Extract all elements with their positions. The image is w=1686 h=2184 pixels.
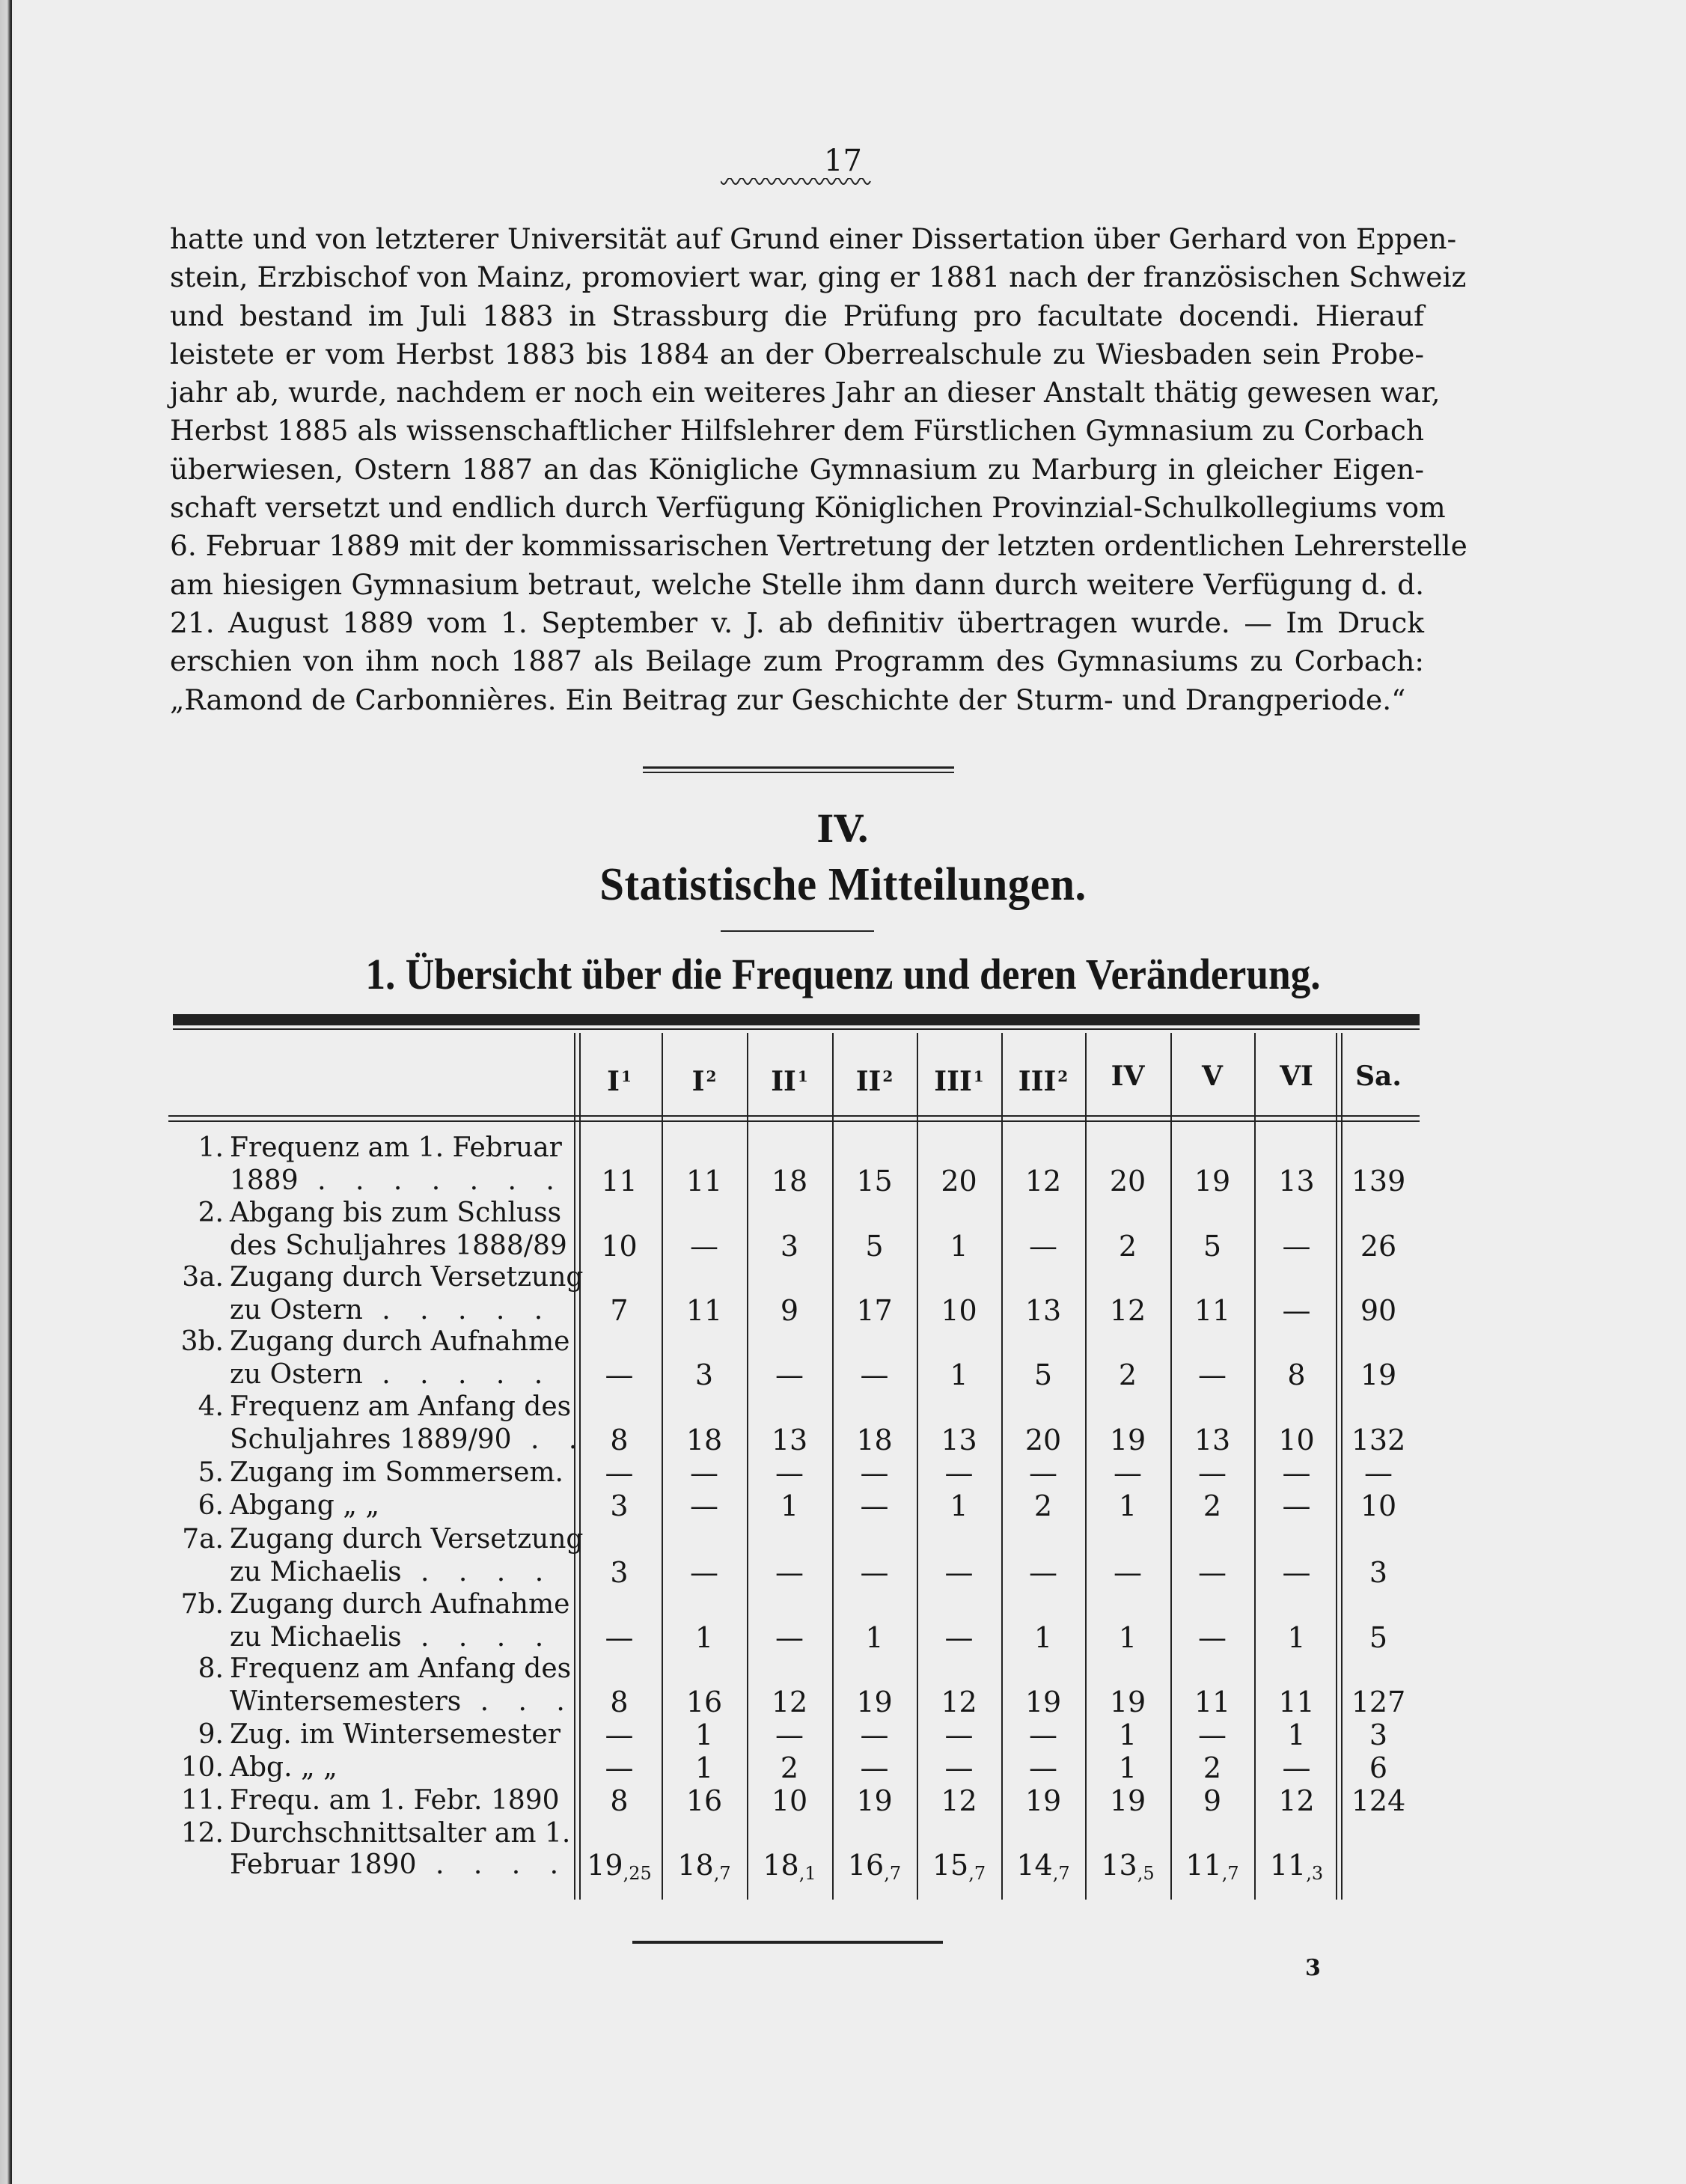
table-cell: 5 xyxy=(1369,1621,1388,1654)
table-cell: — xyxy=(944,1456,974,1489)
table-cell: 11 xyxy=(601,1165,638,1198)
row-label-continuation: des Schuljahres 1888/89 xyxy=(230,1230,567,1261)
table-cell: 2 xyxy=(1203,1489,1222,1522)
table-cell: 17 xyxy=(856,1294,893,1327)
table-cell: 18 xyxy=(685,1424,723,1456)
table-cell: 16 xyxy=(685,1686,723,1718)
body-line: erschien von ihm noch 1887 als Beilage zum Programm des Gymnasiums zu Corbach: xyxy=(170,644,1424,678)
table-cell: 1 xyxy=(1287,1621,1306,1654)
table-cell: 1 xyxy=(1118,1621,1137,1654)
row-label: 8. Frequenz am Anfang des xyxy=(198,1653,572,1684)
table-cell: 19 xyxy=(1109,1784,1146,1817)
table-cell: 13 xyxy=(941,1424,977,1456)
table-cell: 2 xyxy=(1118,1358,1137,1391)
table-cell: $11_{,3}$ xyxy=(1269,1849,1324,1884)
binding-edge xyxy=(0,0,12,2184)
table-cell: 19 xyxy=(856,1784,893,1817)
table-cell: 19 xyxy=(1109,1424,1146,1456)
table-cell: — xyxy=(775,1358,804,1391)
table-cell: 12 xyxy=(941,1686,977,1718)
row-label-continuation: Wintersemesters . . . xyxy=(230,1686,575,1717)
table-cell: 10 xyxy=(771,1784,808,1817)
table-cell: 2 xyxy=(1118,1230,1137,1263)
table-cell: 5 xyxy=(1203,1230,1222,1263)
body-line: Herbst 1885 als wissenschaftlicher Hilfslehrer dem Fürstlichen Gymnasium zu Corbach xyxy=(170,414,1424,448)
row-label: 5. Zugang im Sommersem. xyxy=(198,1457,563,1488)
table-cell: — xyxy=(1198,1556,1227,1589)
table-cell: 1 xyxy=(1118,1489,1137,1522)
signature-mark: 3 xyxy=(1305,1955,1321,1981)
table-cell: — xyxy=(690,1456,718,1489)
table-cell: 7 xyxy=(610,1294,629,1327)
header-bottom-rule xyxy=(168,1115,1420,1117)
table-cell: — xyxy=(775,1556,804,1589)
table-cell: 1 xyxy=(694,1718,714,1751)
table-cell: 2 xyxy=(780,1751,799,1784)
row-label-continuation: Februar 1890 . . . . xyxy=(230,1849,569,1880)
table-cell: 13 xyxy=(1194,1424,1231,1456)
table-top-thin-rule xyxy=(173,1028,1420,1030)
table-cell: 13 xyxy=(771,1424,808,1456)
table-cell: — xyxy=(605,1718,634,1751)
table-cell: $18_{,7}$ xyxy=(677,1849,731,1884)
table-cell: 1 xyxy=(865,1621,884,1654)
column-header: I $^2$ xyxy=(691,1066,717,1097)
table-cell: 12 xyxy=(771,1686,808,1718)
table-cell: 127 xyxy=(1351,1686,1406,1718)
table-cell: 1 xyxy=(694,1621,714,1654)
table-cell: — xyxy=(690,1489,718,1522)
table-cell: $14_{,7}$ xyxy=(1016,1849,1070,1884)
body-line: „Ramond de Carbonnières. Ein Beitrag zur Geschichte der Sturm- und Drangperiode.“ xyxy=(170,683,1406,716)
table-top-thick-rule xyxy=(173,1014,1420,1025)
table-cell: 1 xyxy=(1118,1718,1137,1751)
table-cell: 1 xyxy=(1033,1621,1053,1654)
table-cell: 15 xyxy=(856,1165,893,1198)
body-line: überwiesen, Ostern 1887 an das Königliche Gymnasium zu Marburg in gleicher Eigen- xyxy=(170,452,1424,486)
table-cell: — xyxy=(1282,1556,1311,1589)
body-line: hatte und von letzterer Universität auf Grund einer Dissertation über Gerhard von Eppen- xyxy=(170,222,1457,255)
body-line: leistete er vom Herbst 1883 bis 1884 an der Oberrealschule zu Wiesbaden sein Probe- xyxy=(170,337,1424,370)
table-cell: 20 xyxy=(941,1165,977,1198)
table-cell: — xyxy=(1198,1358,1227,1391)
row-label: 7a. Zugang durch Versetzung xyxy=(182,1524,584,1555)
table-cell: $11_{,7}$ xyxy=(1185,1849,1239,1884)
table-cell: $19_{,25}$ xyxy=(587,1849,652,1884)
column-header: III $^1$ xyxy=(934,1066,984,1097)
row-label: 9. Zug. im Wintersemester xyxy=(198,1719,561,1750)
table-cell: 3 xyxy=(610,1489,629,1522)
table-cell: 10 xyxy=(1278,1424,1315,1456)
row-label: 4. Frequenz am Anfang des xyxy=(198,1391,572,1422)
row-label-continuation: zu Michaelis . . . . xyxy=(230,1622,555,1653)
table-cell: — xyxy=(1029,1230,1057,1263)
table-cell: 13 xyxy=(1278,1165,1315,1198)
table-cell: 124 xyxy=(1351,1784,1406,1817)
row-label: 10. Abg. „ „ xyxy=(180,1752,337,1783)
table-cell: — xyxy=(1282,1456,1311,1489)
table-cell: 12 xyxy=(941,1784,977,1817)
table-cell: $15_{,7}$ xyxy=(932,1849,986,1884)
table-cell: — xyxy=(860,1358,889,1391)
column-header: VI xyxy=(1280,1061,1313,1092)
body-line: jahr ab, wurde, nachdem er noch ein weiteres Jahr an dieser Anstalt thätig gewesen war, xyxy=(170,376,1441,409)
table-cell: 3 xyxy=(780,1230,799,1263)
table-cell: 18 xyxy=(856,1424,893,1456)
table-cell: 5 xyxy=(1033,1358,1053,1391)
table-cell: 1 xyxy=(950,1489,968,1522)
table-cell: 1 xyxy=(694,1751,714,1784)
table-cell: 11 xyxy=(1194,1686,1231,1718)
table-cell: 11 xyxy=(685,1294,723,1327)
table-cell: — xyxy=(944,1751,974,1784)
section-divider-rule xyxy=(643,772,954,773)
row-label: 1. Frequenz am 1. Februar xyxy=(198,1132,562,1163)
table-cell: 26 xyxy=(1360,1230,1397,1263)
column-header: Sa. xyxy=(1355,1061,1402,1092)
table-cell: — xyxy=(860,1556,889,1589)
table-cell: 12 xyxy=(1109,1294,1146,1327)
table-title: 1. Übersicht über die Frequenz und deren Veränderung. xyxy=(365,950,1321,998)
table-cell: 8 xyxy=(610,1784,629,1817)
section-number: IV. xyxy=(816,807,870,851)
title-underline-rule xyxy=(721,930,874,932)
column-header: IV xyxy=(1111,1061,1145,1092)
table-cell: — xyxy=(944,1718,974,1751)
table-cell: 8 xyxy=(610,1686,629,1718)
table-cell: — xyxy=(944,1556,974,1589)
column-header: III $^2$ xyxy=(1018,1066,1069,1097)
table-cell: $13_{,5}$ xyxy=(1101,1849,1155,1884)
table-cell: 10 xyxy=(941,1294,977,1327)
table-cell: — xyxy=(605,1621,634,1654)
table-cell: — xyxy=(1029,1556,1057,1589)
table-cell: — xyxy=(690,1230,718,1263)
table-cell: — xyxy=(1029,1751,1057,1784)
wavy-ornament xyxy=(721,178,874,189)
table-cell: — xyxy=(690,1556,718,1589)
table-cell: 19 xyxy=(856,1686,893,1718)
table-cell: 12 xyxy=(1278,1784,1315,1817)
page-number: 17 xyxy=(824,144,862,178)
table-cell: 6 xyxy=(1369,1751,1388,1784)
row-label-continuation: zu Ostern . . . . . xyxy=(230,1295,554,1326)
table-cell: 1 xyxy=(950,1358,968,1391)
table-cell: 2 xyxy=(1203,1751,1222,1784)
table-cell: 12 xyxy=(1024,1165,1062,1198)
row-label: 3b. Zugang durch Aufnahme xyxy=(180,1326,570,1357)
table-cell: — xyxy=(775,1621,804,1654)
table-cell: 19 xyxy=(1024,1686,1062,1718)
column-header: I $^1$ xyxy=(607,1066,632,1097)
table-cell: — xyxy=(944,1621,974,1654)
body-line: 6. Februar 1889 mit der kommissarischen Vertretung der letzten ordentlichen Lehrerstelle xyxy=(170,529,1467,563)
table-cell: — xyxy=(1282,1489,1311,1522)
table-cell: — xyxy=(1114,1456,1142,1489)
table-cell: 139 xyxy=(1351,1165,1406,1198)
row-label-continuation: zu Michaelis . . . . xyxy=(230,1557,555,1587)
header-bottom-rule xyxy=(168,1120,1420,1122)
table-cell: 11 xyxy=(1194,1294,1231,1327)
table-cell: 5 xyxy=(865,1230,884,1263)
body-line: am hiesigen Gymnasium betraut, welche Stelle ihm dann durch weitere Verfügung d. d. xyxy=(170,567,1424,601)
table-cell: — xyxy=(1282,1294,1311,1327)
table-cell: 3 xyxy=(694,1358,714,1391)
table-cell: 13 xyxy=(1024,1294,1062,1327)
row-label: 12. Durchschnittsalter am 1. xyxy=(180,1818,571,1849)
table-cell: 1 xyxy=(1118,1751,1137,1784)
column-header: II $^2$ xyxy=(855,1066,894,1097)
table-cell: 19 xyxy=(1360,1358,1397,1391)
table-cell: 18 xyxy=(771,1165,808,1198)
body-line: stein, Erzbischof von Mainz, promoviert war, ging er 1881 nach der französischen Schweiz xyxy=(170,260,1467,294)
table-cell: — xyxy=(605,1751,634,1784)
table-cell: 10 xyxy=(601,1230,638,1263)
table-cell: 19 xyxy=(1024,1784,1062,1817)
table-cell: 11 xyxy=(1278,1686,1315,1718)
table-cell: 10 xyxy=(1360,1489,1397,1522)
table-cell: 11 xyxy=(685,1165,723,1198)
table-cell: 1 xyxy=(780,1489,799,1522)
column-header: V xyxy=(1202,1061,1223,1092)
body-paragraph xyxy=(170,220,1467,719)
row-label: 7b. Zugang durch Aufnahme xyxy=(180,1589,570,1620)
table-cell: 8 xyxy=(610,1424,629,1456)
row-label: 3a. Zugang durch Versetzung xyxy=(182,1262,584,1293)
table-cell: — xyxy=(1364,1456,1393,1489)
row-label: 6. Abgang „ „ xyxy=(198,1490,379,1521)
table-cell: 20 xyxy=(1109,1165,1146,1198)
row-label-continuation: Schuljahres 1889/90 . . xyxy=(230,1424,588,1455)
row-label: 2. Abgang bis zum Schluss xyxy=(198,1198,562,1228)
table-cell: — xyxy=(860,1718,889,1751)
table-cell: 1 xyxy=(950,1230,968,1263)
table-cell: 19 xyxy=(1194,1165,1231,1198)
table-cell: 2 xyxy=(1033,1489,1053,1522)
table-cell: 20 xyxy=(1024,1424,1062,1456)
table-cell: — xyxy=(1114,1556,1142,1589)
table-cell: — xyxy=(860,1489,889,1522)
end-rule xyxy=(632,1941,943,1944)
table-cell: 8 xyxy=(1287,1358,1306,1391)
row-label: 11. Frequ. am 1. Febr. 1890 xyxy=(180,1785,560,1816)
table-cell: 3 xyxy=(610,1556,629,1589)
table-cell: 19 xyxy=(1109,1686,1146,1718)
table-cell: $18_{,1}$ xyxy=(763,1849,816,1884)
column-header: II $^1$ xyxy=(771,1066,808,1097)
table-cell: 9 xyxy=(1203,1784,1222,1817)
table-cell: — xyxy=(1029,1718,1057,1751)
table-cell: — xyxy=(1282,1230,1311,1263)
table-cell: — xyxy=(605,1456,634,1489)
table-cell: 9 xyxy=(780,1294,799,1327)
table-cell: $16_{,7}$ xyxy=(847,1849,902,1884)
table-cell: 90 xyxy=(1360,1294,1397,1327)
body-line: schaft versetzt und endlich durch Verfügung Königlichen Provinzial-Schulkollegiums vom xyxy=(170,491,1446,525)
table-cell: 3 xyxy=(1369,1556,1388,1589)
body-line: und bestand im Juli 1883 in Strassburg die Prüfung pro facultate docendi. Hierauf xyxy=(170,299,1424,332)
table-cell: — xyxy=(860,1751,889,1784)
body-line: 21. August 1889 vom 1. September v. J. ab definitiv übertragen wurde. — Im Druck xyxy=(170,606,1424,639)
column-divider xyxy=(574,1033,575,1900)
table-cell: — xyxy=(1029,1456,1057,1489)
section-title: Statistische Mitteilungen. xyxy=(599,859,1087,910)
row-label-continuation: 1889 . . . . . . . xyxy=(230,1165,565,1196)
table-cell: 3 xyxy=(1369,1718,1388,1751)
table-cell: — xyxy=(1198,1621,1227,1654)
section-divider-rule xyxy=(643,766,954,769)
table-cell: — xyxy=(1198,1456,1227,1489)
table-cell: 132 xyxy=(1351,1424,1406,1456)
row-label-continuation: zu Ostern . . . . . xyxy=(230,1359,554,1390)
table-cell: — xyxy=(860,1456,889,1489)
table-cell: 1 xyxy=(1287,1718,1306,1751)
table-cell: 16 xyxy=(685,1784,723,1817)
table-cell: — xyxy=(1198,1718,1227,1751)
table-cell: — xyxy=(1282,1751,1311,1784)
table-cell: — xyxy=(775,1718,804,1751)
table-cell: — xyxy=(605,1358,634,1391)
table-cell: — xyxy=(775,1456,804,1489)
